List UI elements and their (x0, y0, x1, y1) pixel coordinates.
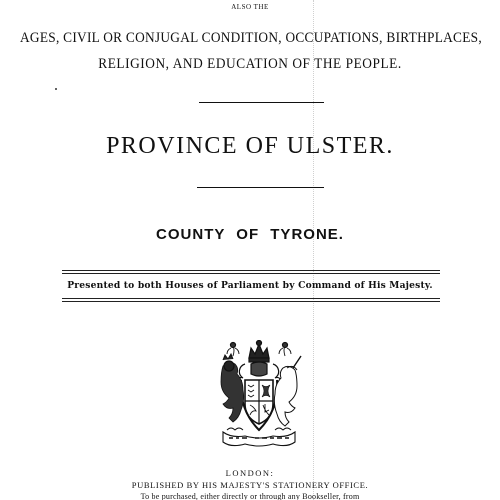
scan-fold-line (313, 0, 314, 500)
royal-coat-of-arms-icon (209, 340, 309, 450)
imprint-purchase-note: To be purchased, either directly or through any Bookseller, from (140, 492, 360, 500)
presented-statement: Presented to both Houses of Parliament by Command of His Majesty. (67, 280, 433, 291)
double-rule-top (62, 270, 440, 274)
divider-rule-top (199, 102, 324, 103)
subject-line-1: AGES, CIVIL OR CONJUGAL CONDITION, OCCUPATIONS, BIRTHPLACES, (20, 30, 482, 46)
also-the-text: ALSO THE (231, 3, 269, 11)
divider-rule-bottom (197, 187, 324, 188)
county-title: COUNTY OF TYRONE. (156, 226, 344, 243)
imprint-city: LONDON: (225, 468, 275, 478)
province-title: PROVINCE OF ULSTER. (106, 133, 394, 159)
subject-line-2: RELIGION, AND EDUCATION OF THE PEOPLE. (98, 56, 402, 72)
imprint-publisher: PUBLISHED BY HIS MAJESTY'S STATIONERY OFFICE. (131, 480, 369, 490)
double-rule-bottom (62, 298, 440, 302)
scan-speck (55, 88, 57, 90)
